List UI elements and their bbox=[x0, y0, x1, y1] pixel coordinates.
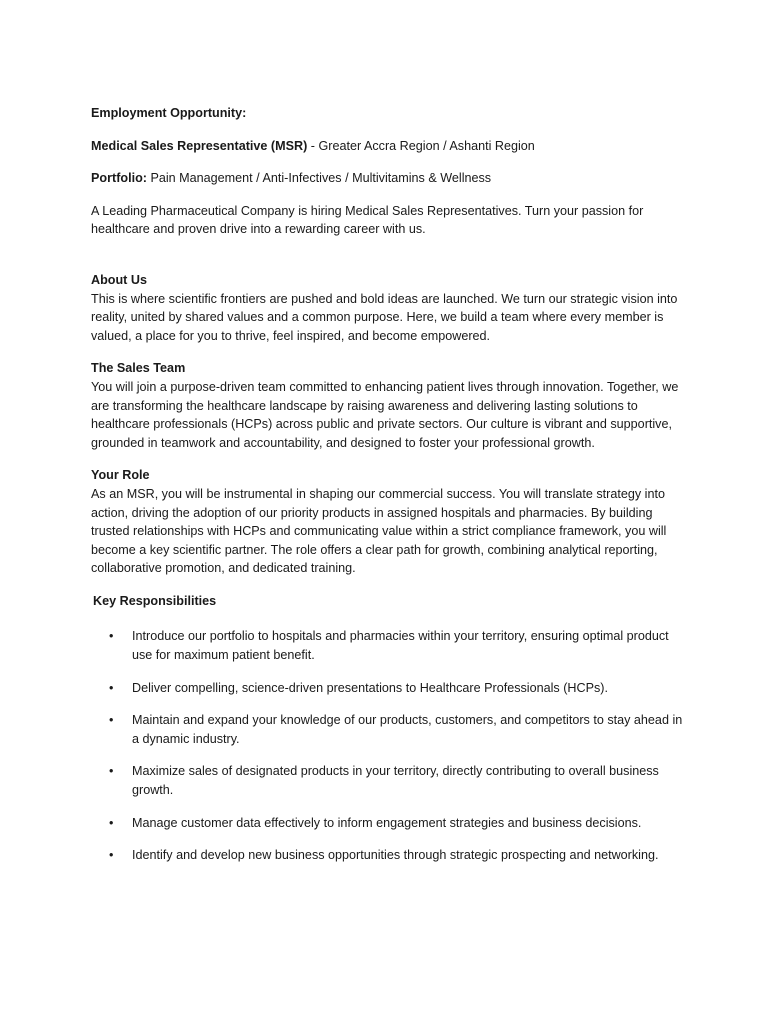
spacer bbox=[91, 239, 686, 271]
responsibilities-title: Key Responsibilities bbox=[93, 593, 217, 608]
list-item bbox=[91, 711, 686, 748]
bullet-icon: • bbox=[109, 680, 114, 695]
role-title: Your Role bbox=[91, 468, 150, 483]
list-item-text: Manage customer data effectively to inform engagement strategies and business decisions. bbox=[132, 815, 642, 830]
list-item-text: Introduce our portfolio to hospitals and pharmacies within your territory, ensuring optimal product use for maximum patient benefit. bbox=[132, 629, 669, 663]
about-body: This is where scientific frontiers are pushed and bold ideas are launched. We turn our strategic vision into reality, united by shared values and a common purpose. Here, we build a team where every member is valued, a place for you to thrive, feel inspired, and become empowered. bbox=[91, 291, 678, 343]
sales-team-body: You will join a purpose-driven team committed to enhancing patient lives through innovation. Together, we are transforming the healthcare landscape by raising awareness and delivering lasting solutions to healthcare professionals (HCPs) across public and private sectors. Our culture is vibrant and supportive, grounded in teamwork and accountability, and designed to foster your professional growth. bbox=[91, 379, 679, 450]
position-location: - Greater Accra Region / Ashanti Region bbox=[307, 138, 535, 153]
spacer bbox=[91, 452, 686, 466]
list-item bbox=[91, 814, 686, 833]
spacer bbox=[91, 188, 686, 202]
list-item-text: Maintain and expand your knowledge of our products, customers, and competitors to stay ahead in a dynamic industry. bbox=[132, 713, 683, 746]
sales-team-title: The Sales Team bbox=[91, 361, 186, 376]
portfolio-line bbox=[91, 169, 686, 188]
bullet-icon: • bbox=[109, 713, 114, 728]
portfolio-value: Pain Management / Anti-Infectives / Multivitamins & Wellness bbox=[146, 171, 492, 186]
heading-text: Employment Opportunity: bbox=[91, 106, 247, 120]
bullet-icon: • bbox=[109, 815, 114, 830]
heading bbox=[91, 104, 686, 123]
about-title: About Us bbox=[91, 272, 147, 287]
spacer bbox=[91, 155, 686, 169]
spacer bbox=[91, 345, 686, 359]
position-line bbox=[91, 137, 686, 156]
intro-paragraph: A Leading Pharmaceutical Company is hiring Medical Sales Representatives. Turn your passion for healthcare and proven drive into a rewarding career with us. bbox=[91, 203, 644, 237]
list-item bbox=[91, 846, 686, 865]
role-body: As an MSR, you will be instrumental in shaping our commercial success. You will translate strategy into action, driving the adoption of our priority products in assigned hospitals and pharmacies. By building trusted relationships with HCPs and communicating value within a strict compliance framework, you will become a key scientific partner. The role offers a clear path for growth, combining analytical reporting, collaborative promotion, and dedicated training. bbox=[91, 486, 667, 576]
spacer bbox=[91, 578, 686, 592]
list-item-text: Deliver compelling, science-driven presentations to Healthcare Professionals (HCPs). bbox=[132, 680, 608, 695]
list-item-text: Maximize sales of designated products in your territory, directly contributing to overall business growth. bbox=[132, 764, 659, 798]
list-item-text: Identify and develop new business opportunities through strategic prospecting and networking. bbox=[132, 848, 659, 863]
bullet-icon: • bbox=[109, 629, 114, 644]
responsibilities-list bbox=[91, 627, 686, 864]
position-title: Medical Sales Representative (MSR) bbox=[91, 138, 308, 153]
list-item bbox=[91, 762, 686, 799]
bullet-icon: • bbox=[109, 764, 114, 779]
portfolio-label: Portfolio: bbox=[91, 171, 147, 186]
list-item bbox=[91, 627, 686, 664]
bullet-icon: • bbox=[109, 848, 114, 863]
document-content bbox=[91, 104, 686, 879]
spacer bbox=[91, 123, 686, 137]
list-item bbox=[91, 679, 686, 698]
